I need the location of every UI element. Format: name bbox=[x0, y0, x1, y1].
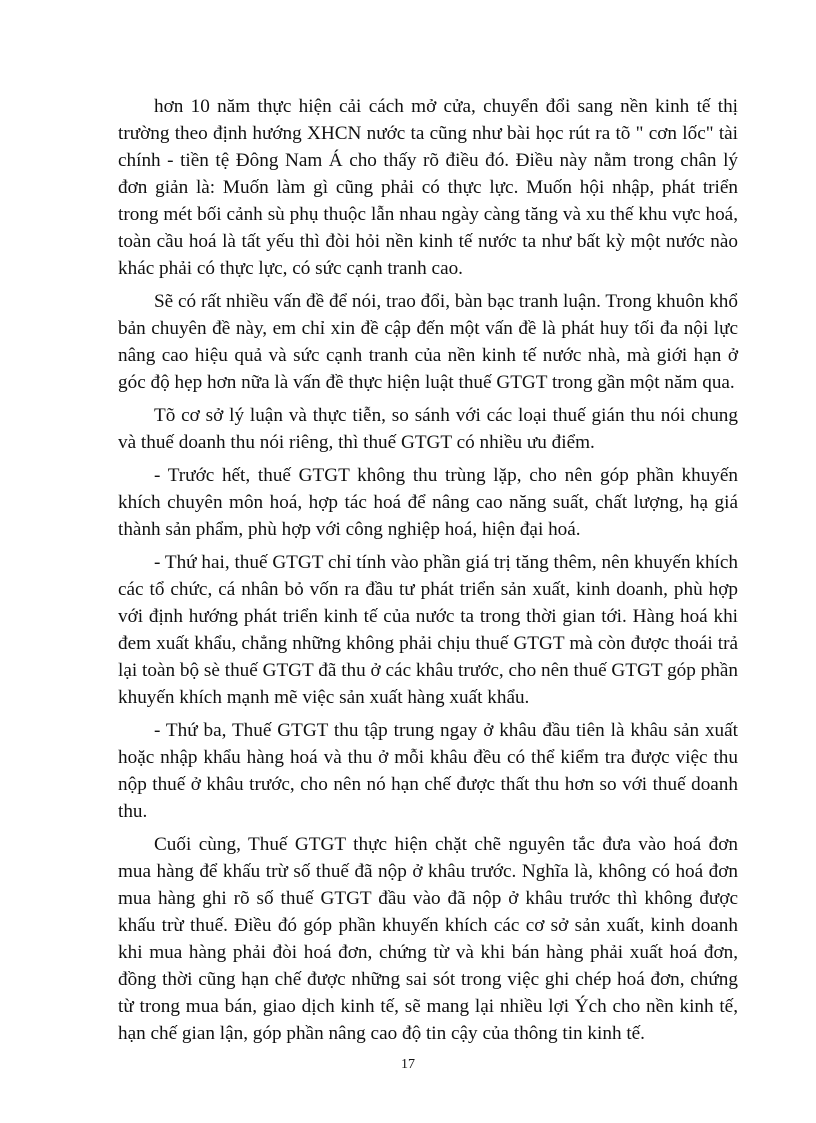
paragraph-5: - Thứ hai, thuế GTGT chỉ tính vào phần giá trị tăng thêm, nên khuyến khích các tổ chức, cá nhân bỏ vốn ra đầu tư phát triển sản xuất, kinh doanh, phù hợp với định hướng phát triển kinh tế của nước ta trong thời gian tới. Hàng hoá khi đem xuất khẩu, chẳng những không phải chịu thuế GTGT mà còn được thoái trả lại toàn bộ sè thuế GTGT đã thu ở các khâu trước, cho nên thuế GTGT góp phần khuyến khích mạnh mẽ việc sản xuất hàng xuất khẩu. bbox=[118, 552, 738, 708]
paragraph-1: hơn 10 năm thực hiện cải cách mở cửa, chuyển đổi sang nền kinh tế thị trường theo định hướng XHCN nước ta cũng như bài học rút ra tõ " cơn lốc" tài chính - tiền tệ Đông Nam Á cho thấy rõ điều đó. Điều này nằm trong chân lý đơn giản là: Muốn làm gì cũng phải có thực lực. Muốn hội nhập, phát triển trong mét bối cảnh sù phụ thuộc lẫn nhau ngày càng tăng và xu thế khu vực hoá, toàn cầu hoá là tất yếu thì đòi hỏi nền kinh tế nước ta như bất kỳ một nước nào khác phải có thực lực, có sức cạnh tranh cao. bbox=[118, 96, 738, 279]
paragraph-4: - Trước hết, thuế GTGT không thu trùng lặp, cho nên góp phần khuyến khích chuyên môn hoá, hợp tác hoá để nâng cao năng suất, chất lượng, hạ giá thành sản phẩm, phù hợp với công nghiệp hoá, hiện đại hoá. bbox=[118, 465, 738, 540]
paragraph-7: Cuối cùng, Thuế GTGT thực hiện chặt chẽ nguyên tắc đưa vào hoá đơn mua hàng để khấu trừ số thuế đã nộp ở khâu trước. Nghĩa là, không có hoá đơn mua hàng ghi rõ số thuế GTGT đầu vào đã nộp ở khâu trước thì không được khấu trừ thuế. Điều đó góp phần khuyến khích các cơ sở sản xuất, kinh doanh khi mua hàng phải đòi hoá đơn, chứng từ và khi bán hàng phải xuất hoá đơn, đồng thời cũng hạn chế được những sai sót trong việc ghi chép hoá đơn, chứng từ trong mua bán, giao dịch kinh tế, sẽ mang lại nhiều lợi Ých cho nền kinh tế, hạn chế gian lận, góp phần nâng cao độ tin cậy của thông tin kinh tế. bbox=[118, 834, 738, 1044]
paragraph-2: Sẽ có rất nhiều vấn đề để nói, trao đổi, bàn bạc tranh luận. Trong khuôn khổ bản chuyên đề này, em chỉ xin đề cập đến một vấn đề là phát huy tối đa nội lực nâng cao hiệu quả và sức cạnh tranh của nền kinh tế nước nhà, mà giới hạn ở góc độ hẹp hơn nữa là vấn đề thực hiện luật thuế GTGT trong gần một năm qua. bbox=[118, 291, 738, 393]
paragraph-6: - Thứ ba, Thuế GTGT thu tập trung ngay ở khâu đầu tiên là khâu sản xuất hoặc nhập khẩu hàng hoá và thu ở mỗi khâu đều có thể kiểm tra được việc thu nộp thuế ở khâu trước, cho nên nó hạn chế được thất thu hơn so với thuế doanh thu. bbox=[118, 720, 738, 822]
page-number: 17 bbox=[401, 1057, 415, 1072]
paragraph-3: Tõ cơ sở lý luận và thực tiễn, so sánh với các loại thuế gián thu nói chung và thuế doanh thu nói riêng, thì thuế GTGT có nhiều ưu điểm. bbox=[118, 405, 738, 453]
body-text bbox=[118, 93, 738, 1047]
